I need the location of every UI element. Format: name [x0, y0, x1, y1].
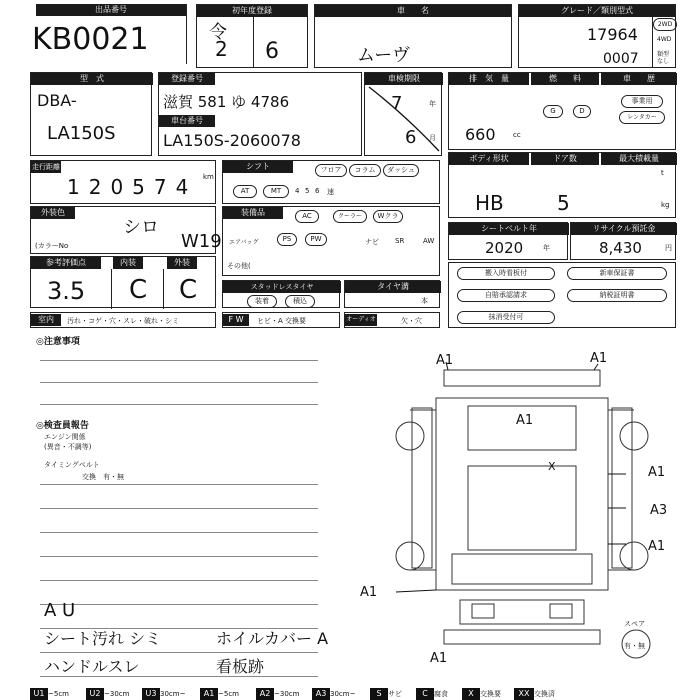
body-shape-value: HB	[475, 191, 504, 215]
legend-u3: U3	[142, 688, 160, 700]
legend-xx-text: 交換済	[534, 690, 555, 698]
chassis-label: 車台番号	[159, 115, 215, 127]
doc-deregister: 抹消受付可	[457, 311, 555, 324]
inspector-engine-sub: (異音・不調等)	[44, 443, 92, 451]
grade-label: グレード／類別型式	[519, 5, 675, 17]
doors-value: 5	[557, 191, 570, 215]
recycle-value: 8,430	[599, 239, 642, 257]
shift-speed: 速	[327, 188, 334, 196]
shift-label: シフト	[223, 161, 293, 173]
score-eval: 3.5	[47, 277, 86, 305]
grade-v1: 17964	[587, 25, 638, 44]
equip-navi: ナビ	[365, 238, 379, 246]
score-ext-label: 外装	[167, 257, 197, 269]
history-rental: レンタカー	[619, 111, 665, 124]
legend-u2: U2	[86, 688, 104, 700]
legend-u1-text: ~5cm	[48, 690, 69, 698]
seatbelt-value: 2020	[485, 239, 524, 257]
spare-label: スペア	[624, 620, 645, 628]
equip-aw: AW	[423, 237, 435, 245]
equip-ps: PS	[277, 233, 297, 246]
model-box	[30, 72, 152, 156]
displacement-value: 660	[465, 125, 496, 144]
equip-cooler: クーラー	[333, 210, 367, 223]
equip-airbag: エアバッグ	[229, 239, 259, 246]
color-code-label: (カラーNo	[35, 242, 69, 250]
tire-label: タイヤ溝	[345, 281, 441, 293]
legend-a3-text: 30cm~	[330, 690, 356, 698]
score-int: C	[129, 275, 148, 305]
reg-label: 登録番号	[159, 73, 215, 85]
capacity-unit: t	[661, 169, 664, 177]
legend-a2-text: ~30cm	[274, 690, 300, 698]
score-ext: C	[179, 275, 198, 305]
shift-box	[222, 160, 440, 204]
first-reg-month: 6	[265, 39, 279, 64]
shift-mt: MT	[263, 185, 289, 198]
fw-box	[222, 312, 340, 328]
fuel-g: G	[543, 105, 563, 118]
equip-wclass: Wクラ	[373, 210, 403, 223]
mark-a1-tr: A1	[590, 351, 608, 366]
equip-other: その他(	[227, 262, 251, 270]
car-name-box	[314, 4, 512, 68]
equipment-label: 装備品	[223, 207, 283, 219]
shift-column: コラム	[349, 164, 381, 177]
scores-box	[30, 256, 216, 308]
score-eval-label: 参考評価点	[31, 257, 101, 269]
inspection-label: 車検期限	[365, 73, 443, 85]
interior-items: 汚れ・コゲ・穴・スレ・破れ・シミ	[67, 317, 179, 325]
note-sign: 看板跡	[216, 657, 265, 676]
car-name-label: 車 名	[315, 5, 511, 17]
first-reg-label: 初年度登録	[197, 5, 307, 17]
doc-warranty: 新車保証書	[567, 267, 667, 280]
mark-x: X	[548, 460, 556, 473]
audio-label: オーディオ	[345, 314, 377, 326]
score-int-label: 内装	[113, 257, 143, 269]
shift-gear-4: 4	[295, 187, 300, 195]
equip-ac: AC	[295, 210, 319, 223]
shift-floor: フロア	[315, 164, 347, 177]
tire-unit: 本	[421, 297, 428, 305]
fuel-label: 燃 料	[531, 73, 599, 85]
note-wheelcover: ホイルカバー A	[216, 629, 329, 648]
drive-2wd: 2WD	[653, 18, 677, 31]
legend-a3: A3	[312, 688, 330, 700]
note-au: A U	[44, 600, 76, 621]
chassis-value: LA150S-2060078	[163, 131, 301, 150]
mark-a1-tl: A1	[436, 353, 454, 368]
vehicle-diagram	[340, 340, 696, 684]
shift-at: AT	[233, 185, 257, 198]
mileage-label: 走行距離	[32, 163, 60, 171]
shift-dash: ダッシュ	[383, 164, 419, 177]
shift-gear-5: 5	[305, 187, 310, 195]
audio-box	[344, 312, 440, 328]
equip-sr: SR	[395, 237, 405, 245]
note-seat: シート汚れ シミ	[44, 629, 162, 648]
capacity-kg: kg	[661, 201, 670, 209]
grade-v2: 0007	[603, 51, 639, 67]
type-label: 類型 なし	[657, 51, 670, 65]
history-business: 事業用	[621, 95, 663, 108]
inspector-exchange: 交換 有・無	[82, 473, 124, 481]
mark-a1-bottom: A1	[430, 651, 448, 666]
lot-box	[0, 0, 190, 66]
equipment-box	[222, 206, 440, 276]
doc-tax: 納税証明書	[567, 289, 667, 302]
inspection-strike	[365, 85, 443, 157]
legend-a1-text: ~5cm	[218, 690, 239, 698]
inspection-m-unit: 月	[429, 134, 436, 142]
inspector-label: ◎検査員報告	[36, 421, 89, 431]
model-prefix: DBA-	[37, 91, 77, 110]
grade-box	[518, 4, 676, 68]
color-box	[30, 206, 222, 254]
engine-box	[448, 72, 676, 150]
audio-items: 欠・穴	[401, 317, 422, 325]
mark-a1-right2: A1	[648, 539, 666, 554]
first-reg-box	[196, 4, 308, 68]
interior-box	[30, 312, 216, 328]
shift-gear-6: 6	[315, 187, 320, 195]
displacement-label: 排 気 量	[449, 73, 529, 85]
capacity-label: 最大積載量	[601, 153, 677, 165]
note-handle: ハンドルスレ	[44, 657, 140, 676]
interior-label: 室内	[31, 314, 61, 326]
legend-u1: U1	[30, 688, 48, 700]
inspector-timing: タイミングベルト	[44, 461, 100, 469]
seatbelt-unit: 年	[543, 244, 550, 252]
studless-opt2: 積込	[285, 295, 315, 308]
notes-label: ◎注意事項	[36, 337, 80, 347]
equip-pw: PW	[305, 233, 327, 246]
seatbelt-label: シートベルト年	[449, 223, 569, 235]
model-label: 型 式	[31, 73, 153, 85]
doors-label: ドア数	[531, 153, 599, 165]
recycle-box	[570, 222, 676, 260]
displacement-unit: cc	[513, 131, 521, 139]
color-label: 外装色	[31, 207, 75, 219]
inspection-box	[364, 72, 442, 156]
inspection-year: 7	[391, 93, 403, 114]
seatbelt-box	[448, 222, 568, 260]
color-value: シロ	[123, 217, 159, 238]
body-shape-label: ボディ形状	[449, 153, 529, 165]
recycle-unit: 円	[665, 244, 672, 252]
mileage-unit: km	[203, 173, 214, 181]
studless-label: スタッドレスタイヤ	[223, 281, 341, 293]
inspection-y-unit: 年	[429, 100, 436, 108]
legend-a1: A1	[200, 688, 218, 700]
first-reg-year: 2	[215, 37, 228, 61]
legend-x: X	[462, 688, 480, 700]
studless-opt1: 装着	[247, 295, 277, 308]
docs-box	[448, 262, 676, 328]
doc-insurance: 自賠承認請求	[457, 289, 555, 302]
reg-value: 滋賀 581 ゆ 4786	[163, 93, 290, 111]
first-reg-era: 令	[209, 22, 227, 43]
legend-s-text: サビ	[388, 690, 402, 698]
lot-label: 出品番号	[36, 4, 186, 16]
legend-c-text: 腐食	[434, 690, 448, 698]
fuel-d: D	[573, 105, 591, 118]
legend-u3-text: 30cm~	[160, 690, 186, 698]
car-name-value: ムーヴ	[357, 45, 411, 66]
doc-signboard: 搬入時看板付	[457, 267, 555, 280]
mileage-value: 120574	[67, 175, 198, 199]
recycle-label: リサイクル預託金	[571, 223, 677, 235]
legend-s: S	[370, 688, 388, 700]
history-label: 車 歴	[601, 73, 677, 85]
legend-bar	[30, 688, 676, 700]
studless-box	[222, 280, 340, 308]
mileage-box	[30, 160, 216, 204]
legend-c: C	[416, 688, 434, 700]
inspection-month: 6	[405, 127, 417, 148]
mark-a3-right: A3	[650, 503, 668, 518]
legend-xx: XX	[514, 688, 534, 700]
model-code: LA150S	[47, 123, 116, 144]
color-code: W19	[181, 231, 222, 252]
mark-a1-right1: A1	[648, 465, 666, 480]
fw-label: F W	[223, 314, 249, 326]
reg-box	[158, 72, 362, 156]
legend-a2: A2	[256, 688, 274, 700]
drive-4wd: 4WD	[657, 36, 672, 43]
mark-a1-left: A1	[360, 585, 378, 600]
spare-opts: 有・無	[624, 642, 645, 650]
lot-number: KB0021	[32, 22, 149, 57]
mark-a1-roof: A1	[516, 413, 534, 428]
legend-x-text: 交換要	[480, 690, 501, 698]
fw-items: ヒビ・A 交換要	[257, 317, 307, 325]
tire-box	[344, 280, 440, 308]
inspector-engine: エンジン関係	[44, 433, 86, 441]
body-box	[448, 152, 676, 218]
legend-u2-text: ~30cm	[104, 690, 130, 698]
